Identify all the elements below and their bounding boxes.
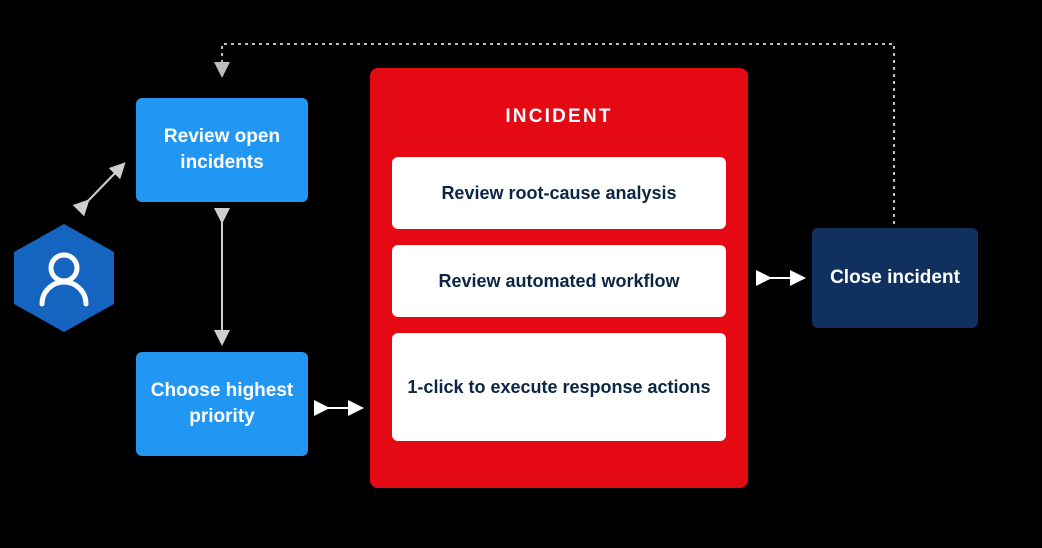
connector-person-to-review — [84, 168, 120, 205]
step-close-incident[interactable] — [812, 228, 978, 328]
step-review-open-incidents-label: Review open incidents — [163, 126, 281, 173]
incident-card-review-automated-workflow[interactable] — [392, 245, 726, 317]
step-choose-highest-priority-label: Choose highest priority — [150, 380, 294, 427]
incident-panel-title: INCIDENT — [505, 106, 613, 127]
person-icon — [12, 222, 116, 334]
step-review-open-incidents[interactable] — [136, 98, 308, 202]
incident-card-review-root-cause-label: Review root-cause analysis — [441, 183, 677, 203]
step-close-incident-label: Close incident — [830, 267, 960, 288]
person-badge — [12, 222, 116, 334]
incident-card-one-click-execute-label: 1-click to execute response actions — [407, 377, 711, 397]
incident-card-one-click-execute[interactable] — [392, 333, 726, 441]
step-choose-highest-priority[interactable] — [136, 352, 308, 456]
incident-card-review-automated-workflow-label: Review automated workflow — [438, 271, 680, 291]
incident-card-review-root-cause[interactable] — [392, 157, 726, 229]
incident-panel — [370, 68, 748, 488]
